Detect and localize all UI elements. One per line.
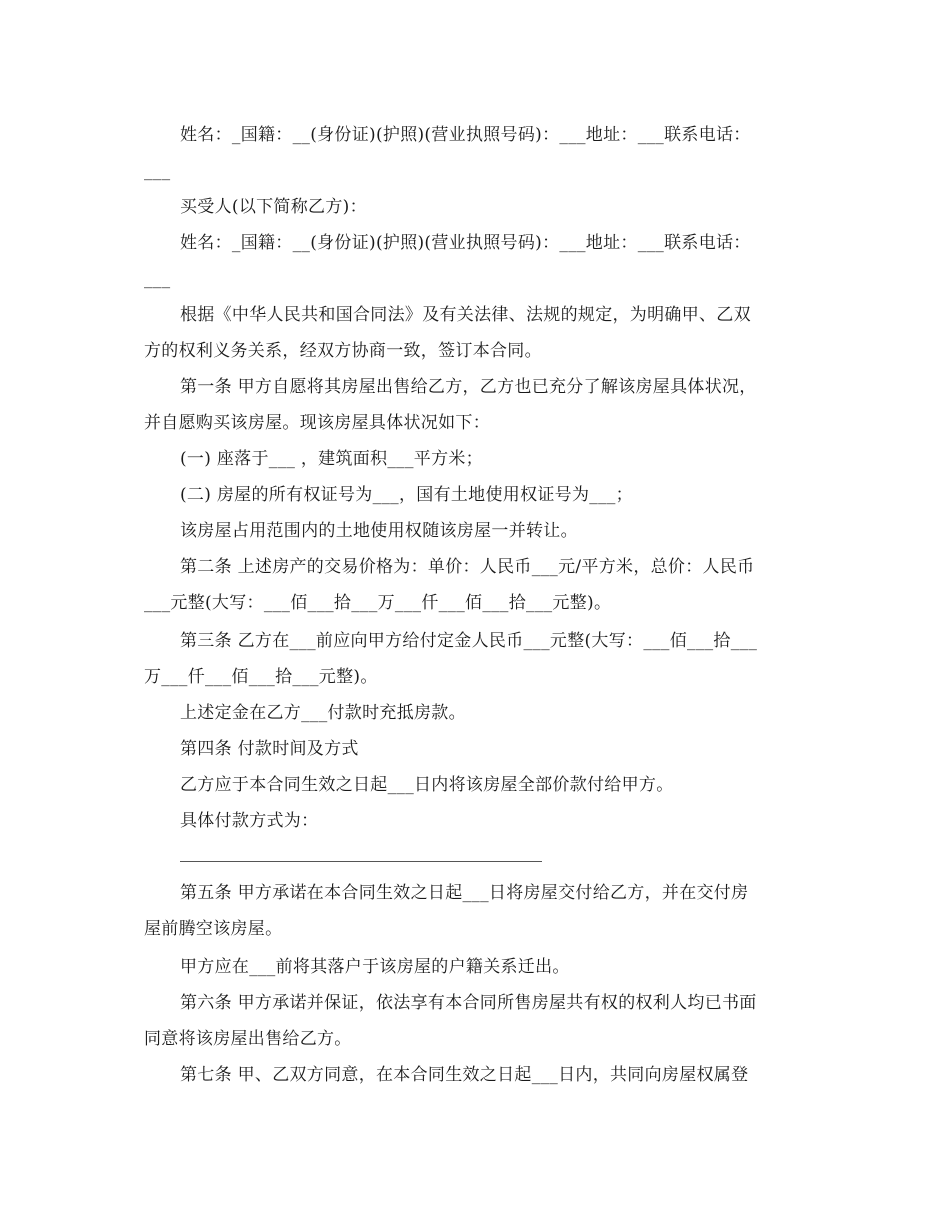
article-3-line-2: 万___仟___佰___拾___元整)。 <box>144 667 378 687</box>
buyer-phone-blank: ___ <box>144 269 171 289</box>
article-1-item-2: (二) 房屋的所有权证号为___，国有土地使用权证号为___； <box>180 485 633 505</box>
deposit-offset-line: 上述定金在乙方___付款时充抵房款。 <box>180 703 466 723</box>
buyer-info-line: 姓名：_国籍：__(身份证)(护照)(营业执照号码)：___地址：___联系电话： <box>180 233 751 253</box>
preamble-line-2: 方的权利义务关系，经双方协商一致，签订本合同。 <box>144 341 542 361</box>
buyer-heading: 买受人(以下简称乙方)： <box>180 197 367 217</box>
article-4-heading: 第四条 付款时间及方式 <box>180 739 359 759</box>
article-1-land-use: 该房屋占用范围内的土地使用权随该房屋一并转让。 <box>180 521 578 541</box>
household-registration-line: 甲方应在___前将其落户于该房屋的户籍关系迁出。 <box>180 957 570 977</box>
article-5-line-1: 第五条 甲方承诺在本合同生效之日起___日将房屋交付给乙方，并在交付房 <box>180 883 749 903</box>
article-2-line-2: ___元整(大写：___佰___拾___万___仟___佰___拾___元整)。 <box>144 593 612 613</box>
seller-phone-blank: ___ <box>144 161 171 181</box>
article-4-payment-term: 乙方应于本合同生效之日起___日内将该房屋全部价款付给甲方。 <box>180 775 674 795</box>
article-1-item-1: (一) 座落于___ ，建筑面积___平方米； <box>180 449 483 469</box>
article-1-line-1: 第一条 甲方自愿将其房屋出售给乙方，乙方也已充分了解该房屋具体状况， <box>180 377 757 397</box>
article-7-line-1: 第七条 甲、乙双方同意，在本合同生效之日起___日内，共同向房屋权属登 <box>180 1065 749 1085</box>
article-2-line-1: 第二条 上述房产的交易价格为：单价：人民币___元/平方米，总价：人民币 <box>180 557 755 577</box>
article-6-line-1: 第六条 甲方承诺并保证，依法享有本合同所售房屋共有权的权利人均已书面 <box>180 993 757 1013</box>
seller-info-line: 姓名：_国籍：__(身份证)(护照)(营业执照号码)：___地址：___联系电话： <box>180 125 751 145</box>
preamble-line-1: 根据《中华人民共和国合同法》及有关法律、法规的规定，为明确甲、乙双 <box>180 305 751 325</box>
article-3-line-1: 第三条 乙方在___前应向甲方给付定金人民币___元整(大写：___佰___拾___ <box>180 631 758 651</box>
article-1-line-2: 并自愿购买该房屋。现该房屋具体状况如下： <box>144 413 490 433</box>
article-5-line-2: 屋前腾空该房屋。 <box>144 919 283 939</box>
payment-method-blank-line <box>180 861 542 862</box>
article-6-line-2: 同意将该房屋出售给乙方。 <box>144 1029 352 1049</box>
payment-method-label: 具体付款方式为： <box>180 811 319 831</box>
